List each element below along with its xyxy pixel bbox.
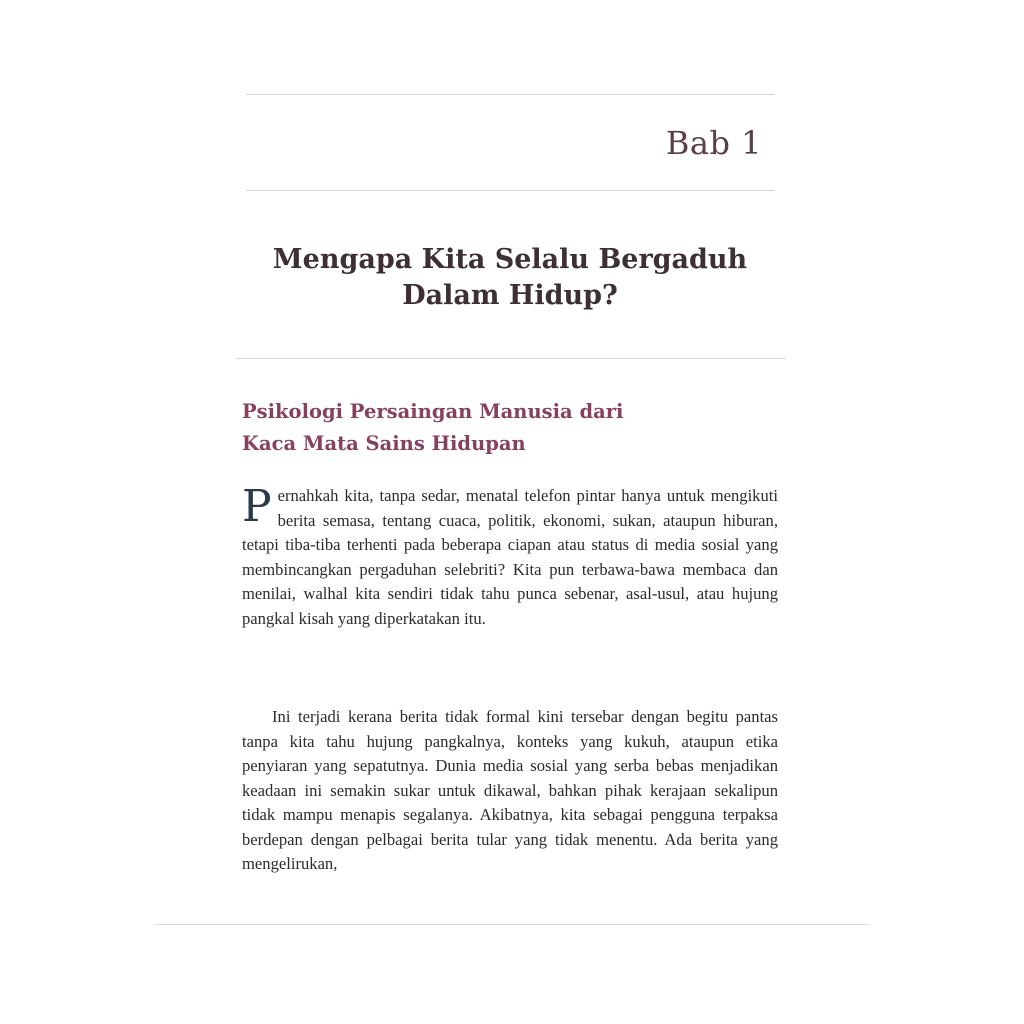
section-heading-line-2: Kaca Mata Sains Hidupan — [242, 432, 526, 455]
chapter-label: Bab 1 — [665, 124, 762, 162]
top-divider — [246, 94, 774, 95]
title-divider — [235, 358, 786, 359]
chapter-divider — [246, 190, 774, 191]
paragraph-2-text: Ini terjadi kerana berita tidak formal kini tersebar dengan begitu pantas tanpa kita tahu hujung pangkalnya, konteks yang kukuh, ataupun etika penyiaran yang sepatutnya. Dunia media sosial yang serba bebas menjadikan keadaan ini semakin sukar untuk dikawal, bahkan pihak kerajaan sekalipun tidak mampu menapis segalanya. Akibatnya, kita sebagai pengguna terpaksa berdepan dengan pelbagai berita tular yang tidak menentu. Ada berita yang mengelirukan, — [242, 707, 778, 873]
page-bottom-divider — [155, 924, 869, 925]
paragraph-1-text: ernahkah kita, tanpa sedar, menatal telefon pintar hanya untuk mengikuti berita semasa, tentang cuaca, politik, ekonomi, sukan, ataupun hiburan, tetapi tiba-tiba terhenti pada beberapa ciapan atau status di media sosial yang membincangkan pergaduhan selebriti? Kita pun terbawa-bawa membaca dan menilai, walhal kita sendiri tidak tahu punca sebenar, asal-usul, atau hujung pangkal kisah yang diperkatakan itu. — [242, 486, 778, 628]
drop-cap: P — [242, 481, 272, 532]
section-heading-line-1: Psikologi Persaingan Manusia dari — [242, 400, 624, 423]
body-paragraph-2 — [242, 705, 778, 877]
section-heading — [242, 396, 722, 460]
body-paragraph-1 — [242, 481, 778, 631]
chapter-title: Mengapa Kita Selalu Bergaduh Dalam Hidup? — [272, 244, 748, 311]
